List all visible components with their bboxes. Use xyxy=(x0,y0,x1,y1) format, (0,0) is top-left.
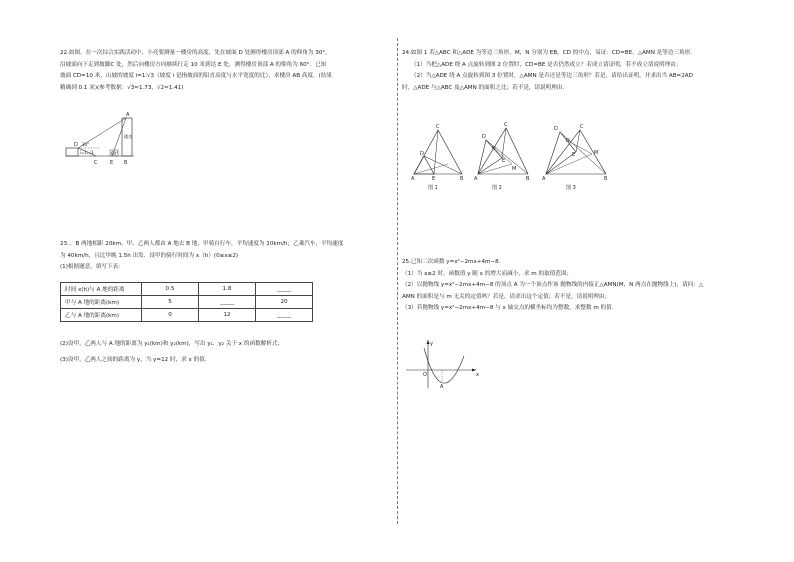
q22-figure xyxy=(60,110,140,172)
table-row xyxy=(61,309,313,322)
q25-origin-label: O xyxy=(423,372,427,378)
fig2-label-c: C xyxy=(504,122,508,128)
q22-line-2: 沿坡面向下走到坡脚C 处，然后向楼房方向继续行走 10 米到达 E 处，测得楼房顶部 A 的仰角为 60°．已知 xyxy=(60,61,327,68)
q22-label-c: C xyxy=(94,160,98,166)
q22-line-1: 22.如图，在一次综合实践活动中，小亮要测量一楼房的高度，先在坡面 D 处测得楼房顶部 A 的仰角为 30°， xyxy=(60,50,331,56)
q22-label-a: A xyxy=(126,112,130,118)
q22-angle-30: 30° xyxy=(82,142,90,147)
table-cell-blank[interactable]: _____ xyxy=(199,296,256,309)
q24-line-4: 时，△ADE 与△ABC 及△AMN 的面积之比；若不是，请说明理由． xyxy=(402,84,569,91)
q22-line-4: 精确到 0.1 米)(参考数据：√3≈1.73，√2≈1.41) xyxy=(60,84,184,91)
table-cell: 5 xyxy=(142,296,199,309)
q22-label-d: D xyxy=(74,142,78,148)
q22-building-label: 楼房 xyxy=(124,134,133,139)
table-cell: 20 xyxy=(256,296,313,309)
fig2-label-e: E xyxy=(502,158,506,164)
q25-line-1: 25.已知二次函数 y=x²−2mx+4m−8. xyxy=(402,259,501,265)
q25-x-axis-label: x xyxy=(476,372,479,378)
fig1-label-d: D xyxy=(420,151,424,157)
q22-slope-label: i=1:√3 xyxy=(80,150,94,155)
table-cell: 1.8 xyxy=(199,283,256,296)
q25-line-3: （2）以抛物线 y=x²−2mx+4m−8 的顶点 A 为一个顶点作该 抛物线的内接正△AMN(M，N 两点在抛物线上)，请问：△ xyxy=(402,282,704,288)
q23-line-2: 为 40km/h，且比甲晚 1.5h 出发．设甲的骑行时间为 x（h）(0≤x≤2) xyxy=(60,252,239,259)
fig2-label-a: A xyxy=(474,176,478,182)
q25-y-axis-label: y xyxy=(430,341,433,347)
table-cell: 0.5 xyxy=(142,283,199,296)
fig3-label-n: N xyxy=(566,138,570,144)
q23-task-2: (2)设甲，乙两人与 A 地的距离为 y₁(km)和 y₂(km)，写出 y₁，y₂ 关于 x 的函数解析式； xyxy=(60,341,284,347)
q25-graph xyxy=(402,336,482,392)
fig2-label-d: D xyxy=(482,134,486,140)
figure-1-caption: 图 1 xyxy=(428,185,438,191)
figure-3-caption: 图 3 xyxy=(566,185,576,191)
fig3-label-c: C xyxy=(580,124,584,130)
q24-line-3: （2）当△ADE 绕 A 点旋转到图 3 位置时，△AMN 是否还是等边三角形？若是，请给出证明，并求出当 AB=2AD xyxy=(411,73,693,79)
table-cell: 甲与 A 地的距离(km) xyxy=(61,296,142,309)
fig3-label-d: D xyxy=(554,126,558,132)
fig1-label-a: A xyxy=(411,176,415,182)
q22-angle-60: 60° xyxy=(111,151,119,156)
table-row xyxy=(61,283,313,296)
q24-line-1: 24.如图 1 若△ABC 和△ADE 为等边三角形，M，N 分别为 EB，CD 的中点，易证：CD=BE，△AMN 是等边三角形． xyxy=(402,50,696,56)
q24-block xyxy=(402,48,772,94)
fig1-label-c: C xyxy=(436,124,440,130)
q23-table xyxy=(60,282,313,322)
fig1-label-b: B xyxy=(460,176,464,182)
table-cell: 乙与 A 地的距离(km) xyxy=(61,309,142,322)
q22-line-3: 坡面 CD=10 米，山坡的坡度 i=1∶√3（坡度 i 是指坡面的铅直高度与水平宽度的比），求楼房 AB 高度．(结果 xyxy=(60,73,333,79)
table-cell: 0 xyxy=(142,309,199,322)
q23-task-3: (3)设甲，乙两人之间的距离为 y，当 y=12 时，求 x 的值. xyxy=(60,356,207,363)
fig3-label-b: B xyxy=(604,176,608,182)
fig3-label-e: E xyxy=(572,152,576,158)
q24-line-2: （1）当把△ADE 绕 A 点旋转到图 2 位置时，CD=BE 是否仍然成立？若成立请证明，若不成立请说明理由； xyxy=(411,61,682,68)
left-column xyxy=(60,48,390,94)
q23-line-1: 23．，B 两地相距 20km，甲、乙两人都由 A 地去 B 地，甲骑自行车，平均速度为 10km/h；乙乘汽车，平均速度 xyxy=(60,241,344,247)
q24-figure-2 xyxy=(472,118,534,182)
q22-label-b: B xyxy=(124,160,128,166)
q25-vertex-label: A xyxy=(440,384,444,390)
table-row xyxy=(61,296,313,309)
table-cell: 12 xyxy=(199,309,256,322)
fig2-label-n: N xyxy=(492,146,496,152)
q23-block xyxy=(60,239,390,274)
q23-tasks xyxy=(60,339,390,366)
column-divider xyxy=(397,38,398,524)
q22-label-e: E xyxy=(110,160,114,166)
fig3-label-m: M xyxy=(594,150,599,156)
fig2-label-b: B xyxy=(526,176,530,182)
fig2-label-m: M xyxy=(512,166,517,172)
table-cell: 时间 x(h)与 A 地的距离 xyxy=(61,283,142,296)
q25-line-5: （3）若抛物线 y=x²−2mx+4m−8 与 x 轴交点的横坐标均为整数，求整数 m 的值. xyxy=(402,305,614,311)
figure-2-caption: 图 2 xyxy=(492,185,502,191)
fig1-label-e: E xyxy=(432,176,436,182)
table-cell-blank[interactable]: _____ xyxy=(256,283,313,296)
q23-task-1: (1)根据题意，填写下表： xyxy=(60,264,124,270)
table-cell-blank[interactable]: _____ xyxy=(256,309,313,322)
fig3-label-a: A xyxy=(542,176,546,182)
q24-figure-3 xyxy=(540,118,614,182)
q24-figure-1 xyxy=(410,120,466,182)
q25-block xyxy=(402,257,772,315)
q25-line-4: AMN 的面积是与 m 无关的定值吗？若是，请求出这个定值；若不是，请说明理由； xyxy=(402,293,611,300)
q25-line-2: （1）当 x≤2 时，函数值 y 随 x 的增大而减小，求 m 的取值范围； xyxy=(402,270,573,277)
